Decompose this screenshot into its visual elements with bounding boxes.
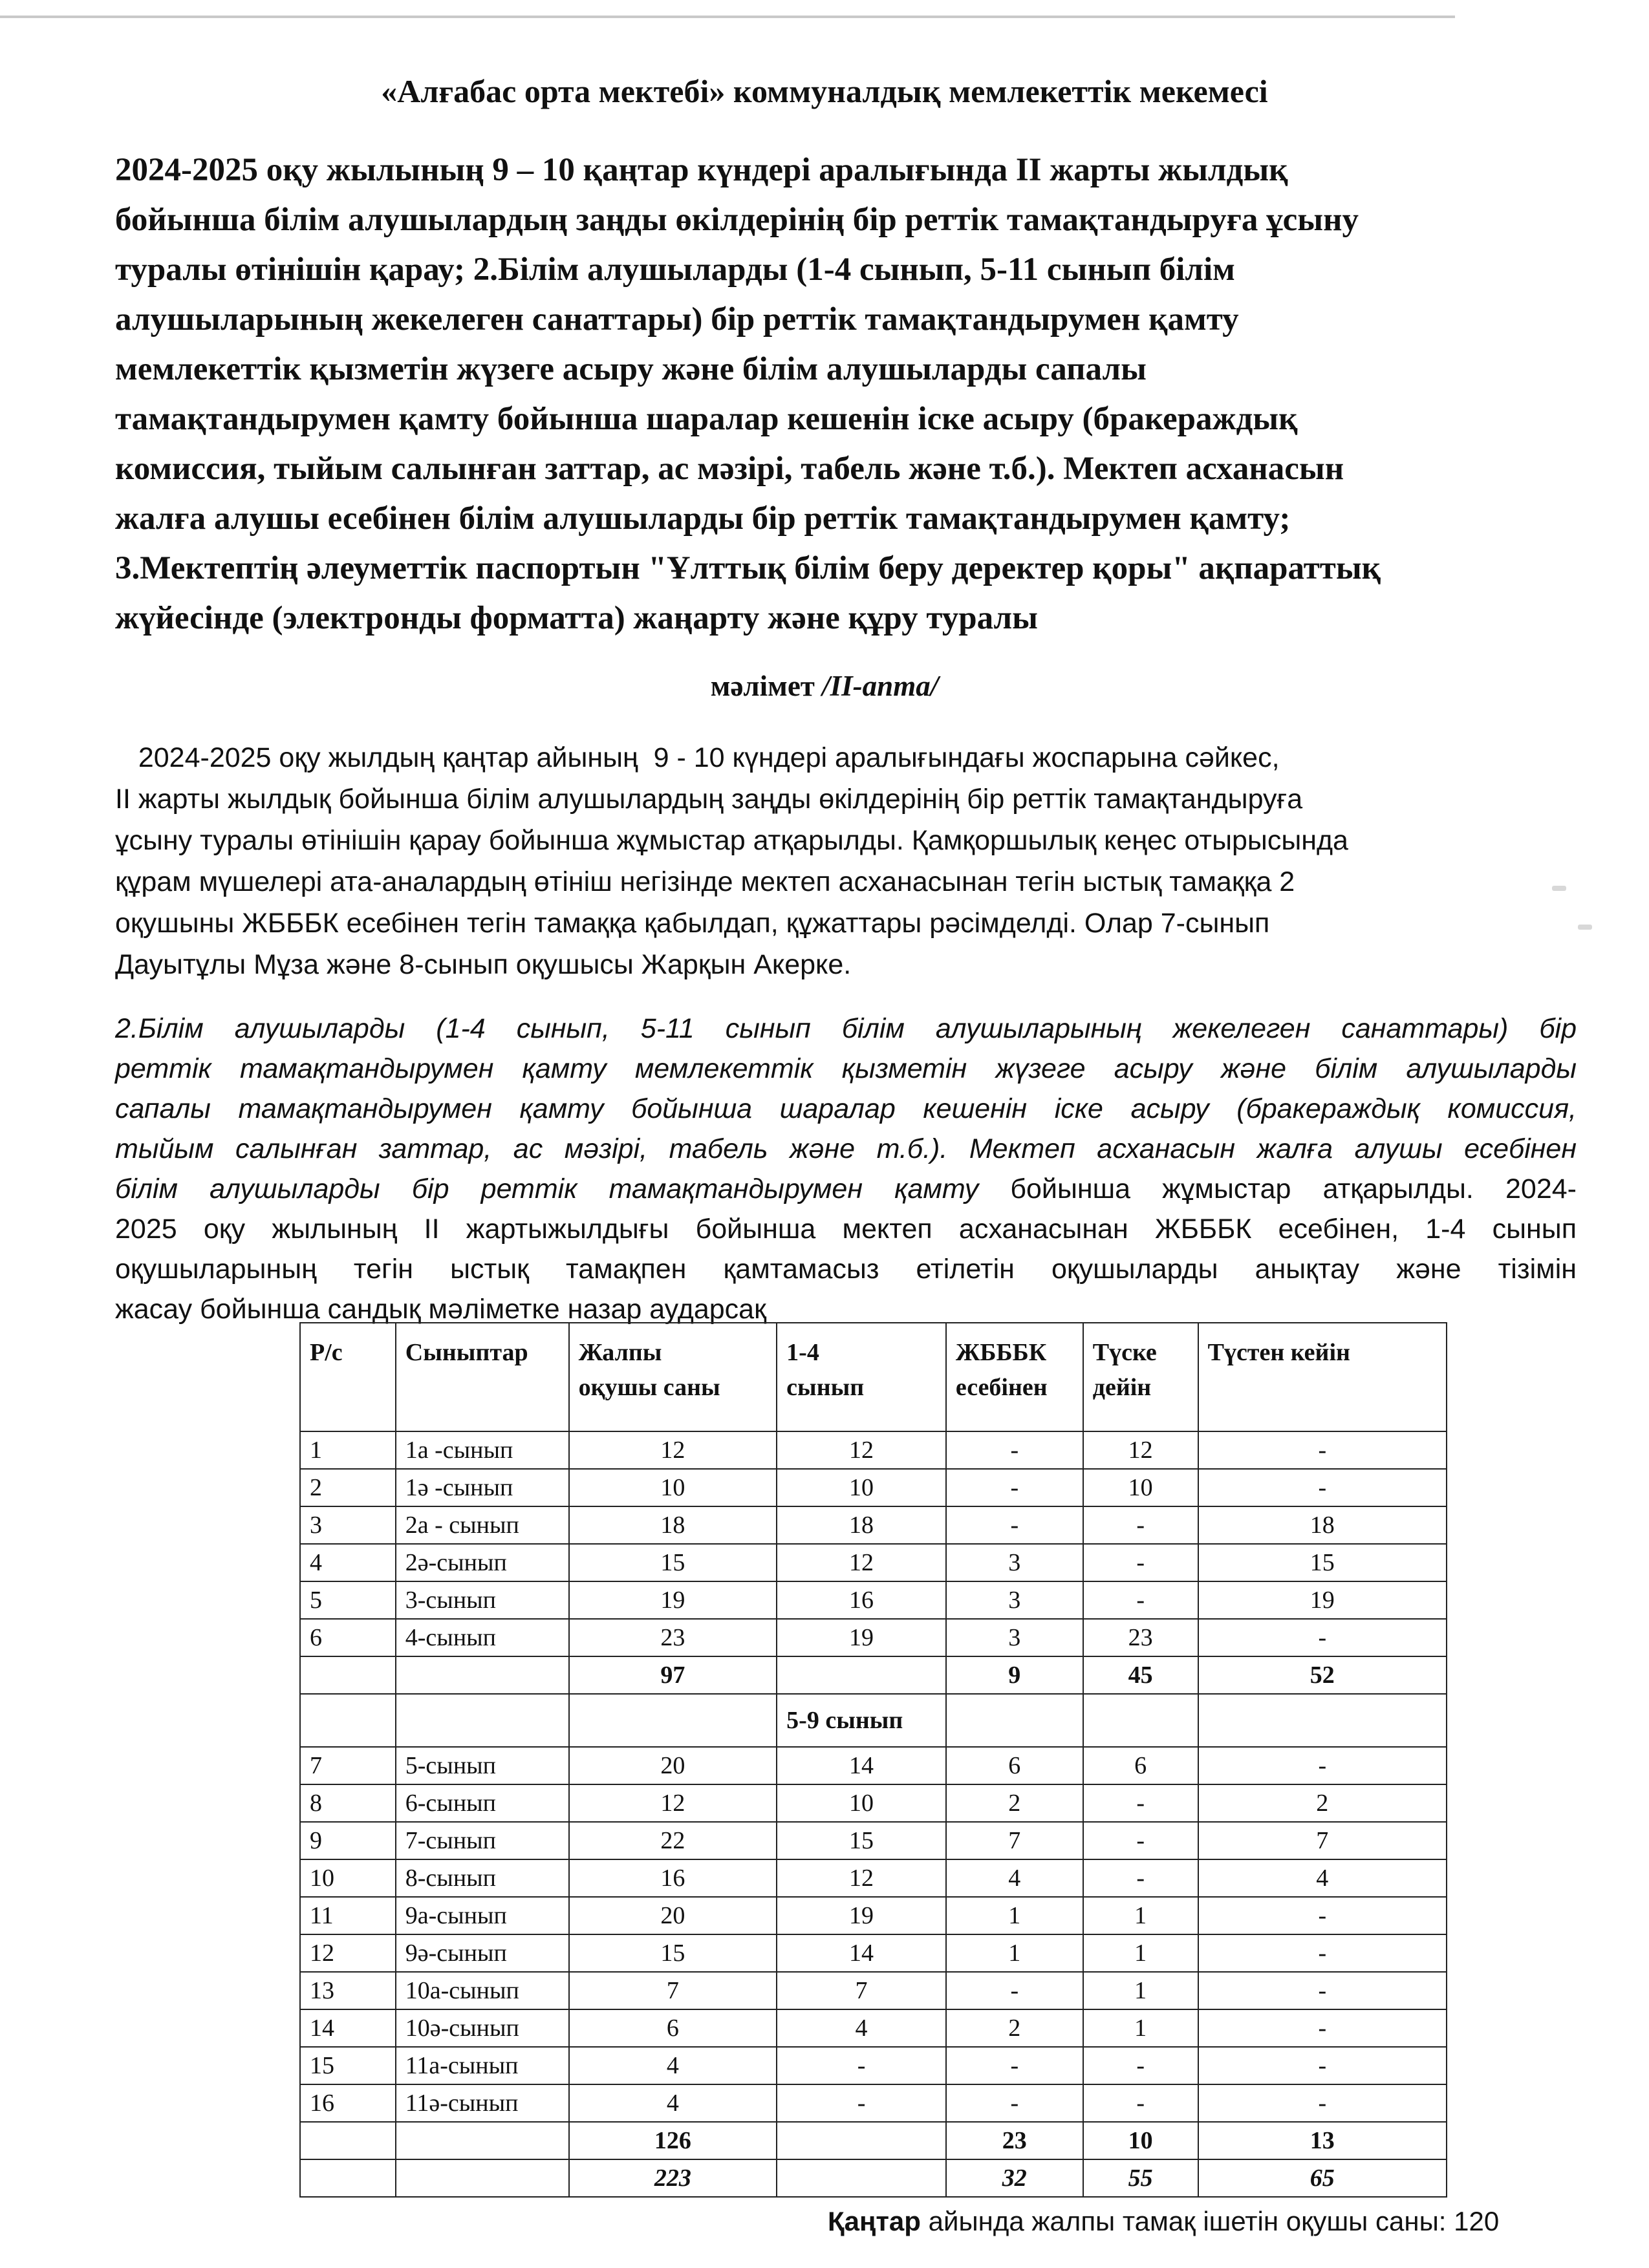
table-cell: 15	[569, 1544, 777, 1581]
table-cell: 10	[777, 1784, 946, 1822]
table-row	[300, 1934, 1447, 1972]
paragraph-line: оқушыларының тегін ыстық тамақпен қамтамасыз етілетін оқушыларды анықтау және тізімін	[115, 1254, 1577, 1285]
table-cell: 4	[300, 1544, 396, 1581]
table-cell: 15	[1198, 1544, 1447, 1581]
table-cell: -	[777, 2047, 946, 2084]
table-cell: 55	[1083, 2159, 1198, 2197]
table-cell: 12	[777, 1431, 946, 1469]
header-cell-total-students: Жалпы оқушы саны	[569, 1323, 777, 1431]
header-cell-after-noon: Түстен кейін	[1198, 1323, 1447, 1431]
table-cell: 1	[946, 1934, 1083, 1972]
table-cell: 14	[777, 1747, 946, 1784]
header-cell-fund: ЖБББК есебінен	[946, 1323, 1083, 1431]
paragraph-line: ІІ жарты жылдық бойынша білім алушылардың заңды өкілдерінің бір реттік тамақтандыруға	[115, 784, 1303, 815]
table-row	[300, 2084, 1447, 2122]
title-line: тамақтандырумен қамту бойынша шаралар кешенін іске асыру (бракераждық	[115, 401, 1298, 437]
table-cell: 23	[946, 2122, 1083, 2159]
table-row	[300, 1581, 1447, 1619]
total-row	[300, 2122, 1447, 2159]
scan-speck	[1578, 925, 1592, 930]
table-cell: -	[1083, 2047, 1198, 2084]
paragraph-line: 2.Білім алушыларды (1-4 сынып, 5-11 сынып білім алушыларының жекелеген санаттары) бір	[115, 1013, 1577, 1044]
table-cell: 65	[1198, 2159, 1447, 2197]
table-row	[300, 2009, 1447, 2047]
table-cell: 14	[777, 1934, 946, 1972]
table-cell: 16	[569, 1859, 777, 1897]
table-cell: 13	[1198, 2122, 1447, 2159]
table-cell: 4	[946, 1859, 1083, 1897]
table-cell: 4	[569, 2047, 777, 2084]
title-line: 2024-2025 оқу жылының 9 – 10 қаңтар күндері аралығында ІІ жарты жылдық	[115, 152, 1288, 188]
table-cell: -	[1083, 1784, 1198, 1822]
paragraph-line: құрам мүшелері ата-аналардың өтініш негізінде мектеп асханасынан тегін ыстық тамаққа 2	[115, 866, 1295, 897]
table-cell: -	[1083, 2084, 1198, 2122]
table-cell: 16	[300, 2084, 396, 2122]
table-cell: -	[1198, 2047, 1447, 2084]
section-row	[300, 1694, 1447, 1747]
table-cell: 20	[569, 1747, 777, 1784]
paragraph-line: сапалы тамақтандырумен қамту бойынша шаралар кешенін іске асыру (бракераждық комиссия,	[115, 1093, 1577, 1124]
document-subtitle	[0, 669, 1649, 703]
table-cell	[1083, 1694, 1198, 1747]
table-cell	[777, 2159, 946, 2197]
table-cell: -	[1083, 1506, 1198, 1544]
table-cell: 12	[569, 1431, 777, 1469]
table-cell: 19	[777, 1897, 946, 1934]
table-cell: 32	[946, 2159, 1083, 2197]
paragraph-italic-part: білім алушыларды бір реттік тамақтандырумен қамту	[115, 1173, 979, 1204]
table-cell: 23	[569, 1619, 777, 1656]
table-cell: 7	[300, 1747, 396, 1784]
table-cell: -	[1198, 1897, 1447, 1934]
table-cell: 18	[1198, 1506, 1447, 1544]
table-cell: 45	[1083, 1656, 1198, 1694]
table-cell: 13	[300, 1972, 396, 2009]
table-cell: 4	[569, 2084, 777, 2122]
table-cell: 16	[777, 1581, 946, 1619]
table-cell: -	[1198, 1747, 1447, 1784]
table-cell: 11а-сынып	[396, 2047, 569, 2084]
subtitle-week: /ІІ-апта/	[822, 670, 939, 702]
table-cell: 19	[1198, 1581, 1447, 1619]
table-cell: 19	[569, 1581, 777, 1619]
paragraph-line: ұсыну туралы өтінішін қарау бойынша жұмыстар атқарылды. Қамқоршылық кеңес отырысында	[115, 825, 1348, 856]
table-cell: 10	[1083, 2122, 1198, 2159]
table-cell	[1198, 1694, 1447, 1747]
footer-text: айында жалпы тамақ ішетін оқушы саны: 120	[920, 2206, 1500, 2236]
table-cell: 8	[300, 1784, 396, 1822]
scan-speck	[1552, 886, 1566, 891]
table-cell: -	[1198, 1431, 1447, 1469]
table-row	[300, 1544, 1447, 1581]
table-header-row	[300, 1323, 1447, 1431]
table-cell: 1а -сынып	[396, 1431, 569, 1469]
table-row	[300, 1859, 1447, 1897]
table-cell: -	[1083, 1822, 1198, 1859]
table-cell: 1	[1083, 1972, 1198, 2009]
table-cell: 11ә-сынып	[396, 2084, 569, 2122]
table-cell: 7	[946, 1822, 1083, 1859]
table-cell: 1	[300, 1431, 396, 1469]
table-row	[300, 1897, 1447, 1934]
table-cell: -	[946, 2047, 1083, 2084]
table-cell: -	[1198, 2084, 1447, 2122]
paragraph-line: 2024-2025 оқу жылдың қаңтар айының 9 - 10 күндері аралығындағы жоспарына сәйкес,	[115, 742, 1280, 773]
paragraph-line: Дауытұлы Мұза және 8-сынып оқушысы Жарқын Акерке.	[115, 949, 852, 980]
title-line: 3.Мектептің әлеуметтік паспортын "Ұлттық білім беру деректер қоры" ақпараттық	[115, 550, 1381, 586]
table-cell: 1	[1083, 1934, 1198, 1972]
title-line: мемлекеттік қызметін жүзеге асыру және білім алушыларды сапалы	[115, 351, 1147, 387]
paragraph-line: 2025 оқу жылының ІІ жартыжылдығы бойынша мектеп асханасынан ЖБББК есебінен, 1-4 сынып	[115, 1214, 1577, 1245]
table-cell: 1	[1083, 2009, 1198, 2047]
table-cell: -	[1198, 1972, 1447, 2009]
title-line: жүйесінде (электронды форматта) жаңарту және құру туралы	[115, 600, 1038, 636]
document-title	[115, 145, 1570, 643]
table-cell: 4	[777, 2009, 946, 2047]
table-row	[300, 1506, 1447, 1544]
table-cell: 12	[569, 1784, 777, 1822]
table-cell: 3	[946, 1619, 1083, 1656]
table-cell: 6	[300, 1619, 396, 1656]
meals-table	[299, 1322, 1447, 2198]
table-cell: 10а-сынып	[396, 1972, 569, 2009]
table-cell: 7	[1198, 1822, 1447, 1859]
table-cell: 6	[1083, 1747, 1198, 1784]
table-cell: 12	[777, 1859, 946, 1897]
table-cell: 4-сынып	[396, 1619, 569, 1656]
paragraph-one	[115, 737, 1577, 985]
table-cell: -	[1198, 1469, 1447, 1506]
header-cell-classes: Сыныптар	[396, 1323, 569, 1431]
footer-month: Қаңтар	[828, 2206, 921, 2236]
table-cell: 2	[300, 1469, 396, 1506]
table-cell	[396, 1694, 569, 1747]
table-cell: 2	[946, 2009, 1083, 2047]
table-row	[300, 1431, 1447, 1469]
paragraph-line: жасау бойынша сандық мәліметке назар аударсақ	[115, 1294, 766, 1325]
title-line: туралы өтінішін қарау; 2.Білім алушыларды (1-4 сынып, 5-11 сынып білім	[115, 251, 1235, 288]
table-cell: 12	[1083, 1431, 1198, 1469]
table-cell: -	[1198, 2009, 1447, 2047]
table-cell: 15	[569, 1934, 777, 1972]
table-cell: 10	[777, 1469, 946, 1506]
table-cell: 126	[569, 2122, 777, 2159]
table-cell: 12	[777, 1544, 946, 1581]
table-cell: 2	[1198, 1784, 1447, 1822]
table-cell: 7	[569, 1972, 777, 2009]
table-cell: 6-сынып	[396, 1784, 569, 1822]
table-cell: 18	[777, 1506, 946, 1544]
title-line: бойынша білім алушылардың заңды өкілдерінің бір реттік тамақтандыруға ұсыну	[115, 202, 1359, 238]
table-cell: 23	[1083, 1619, 1198, 1656]
table-cell: 4	[1198, 1859, 1447, 1897]
table-cell: 3	[300, 1506, 396, 1544]
table-cell: -	[946, 2084, 1083, 2122]
table-cell	[569, 1694, 777, 1747]
table-cell: 2а - сынып	[396, 1506, 569, 1544]
table-cell: 2	[946, 1784, 1083, 1822]
table-cell: 6	[569, 2009, 777, 2047]
table-cell: 1	[1083, 1897, 1198, 1934]
table-row	[300, 1619, 1447, 1656]
table-cell: -	[1083, 1859, 1198, 1897]
table-cell	[777, 1656, 946, 1694]
table-cell: 12	[300, 1934, 396, 1972]
paragraph-two	[115, 1009, 1577, 1329]
table-cell: 7-сынып	[396, 1822, 569, 1859]
scan-edge-line	[0, 16, 1455, 18]
table-cell	[300, 1656, 396, 1694]
table-cell	[300, 2122, 396, 2159]
table-cell: 9а-сынып	[396, 1897, 569, 1934]
table-cell: 97	[569, 1656, 777, 1694]
table-cell: 11	[300, 1897, 396, 1934]
paragraph-line: реттік тамақтандырумен қамту мемлекеттік қызметін жүзеге асыру және білім алушыларды	[115, 1053, 1577, 1084]
table-cell: 8-сынып	[396, 1859, 569, 1897]
table-cell: -	[1083, 1544, 1198, 1581]
table-cell	[777, 2122, 946, 2159]
paragraph-line	[115, 1169, 1577, 1209]
table-cell: 9	[946, 1656, 1083, 1694]
table-row	[300, 1469, 1447, 1506]
table-row	[300, 1747, 1447, 1784]
table-cell: -	[1083, 1581, 1198, 1619]
table-cell	[946, 1694, 1083, 1747]
table-cell: -	[946, 1972, 1083, 2009]
table-cell: 52	[1198, 1656, 1447, 1694]
paragraph-line: тыйым салынған заттар, ас мәзірі, табель және т.б.). Мектеп асханасын жалға алушы есебінен	[115, 1133, 1577, 1164]
table-cell: 10	[1083, 1469, 1198, 1506]
grand-row	[300, 2159, 1447, 2197]
table-cell: 22	[569, 1822, 777, 1859]
organization-name: «Алғабас орта мектебі» коммуналдық мемлекеттік мекемесі	[381, 73, 1268, 109]
table-cell: 1	[946, 1897, 1083, 1934]
table-cell	[396, 1656, 569, 1694]
table-cell: 10ә-сынып	[396, 2009, 569, 2047]
table-cell: 18	[569, 1506, 777, 1544]
table-cell	[396, 2122, 569, 2159]
table-cell: 9ә-сынып	[396, 1934, 569, 1972]
table-cell: 223	[569, 2159, 777, 2197]
header-cell-grades-1-4: 1-4 сынып	[777, 1323, 946, 1431]
header-cell-number: Р/с	[300, 1323, 396, 1431]
table-cell: 19	[777, 1619, 946, 1656]
table-cell: -	[777, 2084, 946, 2122]
table-row	[300, 1784, 1447, 1822]
table-cell: -	[946, 1506, 1083, 1544]
total-row	[300, 1656, 1447, 1694]
paragraph-normal-part: бойынша жұмыстар атқарылды. 2024-	[978, 1173, 1577, 1204]
table-cell: -	[946, 1431, 1083, 1469]
header-cell-before-noon: Түске дейін	[1083, 1323, 1198, 1431]
paragraph-line: оқушыны ЖБББК есебінен тегін тамаққа қабылдап, құжаттары рәсімделді. Олар 7-сынып	[115, 908, 1270, 939]
table-cell: 7	[777, 1972, 946, 2009]
table-cell: 1ә -сынып	[396, 1469, 569, 1506]
section-label: 5-9 сынып	[777, 1694, 946, 1747]
table-cell	[396, 2159, 569, 2197]
table-cell: 10	[569, 1469, 777, 1506]
footer-summary	[828, 2206, 1499, 2237]
table-cell: 3-сынып	[396, 1581, 569, 1619]
table-row	[300, 1972, 1447, 2009]
table-cell	[300, 2159, 396, 2197]
title-line: жалға алушы есебінен білім алушыларды бір реттік тамақтандырумен қамту;	[115, 500, 1291, 537]
table-cell: -	[1198, 1934, 1447, 1972]
table-cell: 6	[946, 1747, 1083, 1784]
table-cell: -	[1198, 1619, 1447, 1656]
table-cell: 9	[300, 1822, 396, 1859]
table-row	[300, 2047, 1447, 2084]
table-cell: 14	[300, 2009, 396, 2047]
subtitle-main: мәлімет	[710, 670, 823, 702]
table-cell: 10	[300, 1859, 396, 1897]
table-cell: 15	[300, 2047, 396, 2084]
table-cell	[300, 1694, 396, 1747]
table-cell: 5-сынып	[396, 1747, 569, 1784]
table-cell: 3	[946, 1581, 1083, 1619]
title-line: комиссия, тыйым салынған заттар, ас мәзірі, табель және т.б.). Мектеп асханасын	[115, 451, 1344, 487]
table-cell: 20	[569, 1897, 777, 1934]
table-cell: 3	[946, 1544, 1083, 1581]
table-cell: 5	[300, 1581, 396, 1619]
table-cell: 2ә-сынып	[396, 1544, 569, 1581]
table-cell: 15	[777, 1822, 946, 1859]
table-cell: -	[946, 1469, 1083, 1506]
title-line: алушыларының жекелеген санаттары) бір реттік тамақтандырумен қамту	[115, 301, 1239, 337]
table-row	[300, 1822, 1447, 1859]
